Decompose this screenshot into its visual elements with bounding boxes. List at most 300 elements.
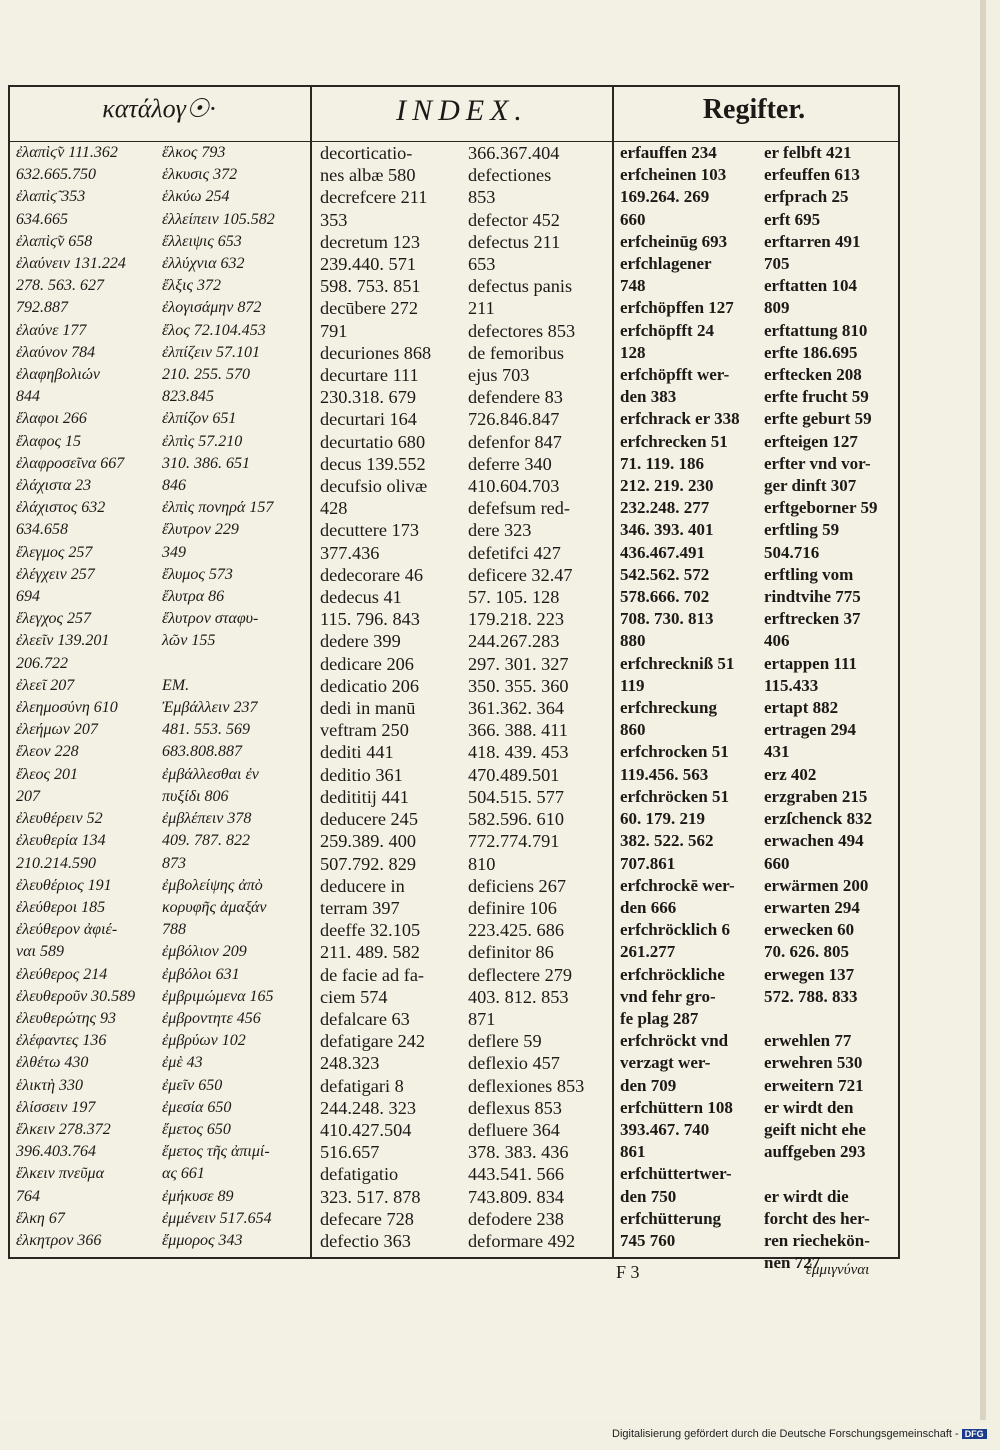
index-entry: erwärmen 200 [764, 875, 869, 895]
index-entry: ἐμβριμώμενα 165 [162, 987, 274, 1005]
column-separator-greek-latin [310, 87, 312, 1257]
index-entry: 406 [764, 631, 790, 651]
index-entry: 410.427.504 [320, 1119, 412, 1140]
index-entry: decretum 123 [320, 231, 421, 252]
index-entry: ἑλκύω 254 [162, 188, 230, 206]
index-entry: ἔμμορος 343 [162, 1231, 243, 1249]
index-entry: dedititij 441 [320, 786, 409, 807]
index-entry: ἐλέφαντες 136 [16, 1032, 107, 1050]
index-entry: 232.248. 277 [620, 498, 710, 518]
index-entry: ἔμετος 650 [162, 1120, 231, 1138]
index-entry: 169.264. 269 [620, 187, 710, 207]
digitization-credit [612, 1428, 987, 1440]
index-entry: defluere 364 [468, 1119, 560, 1140]
index-entry: deflectere 279 [468, 964, 573, 985]
index-entry: ἐμήκυσε 89 [162, 1187, 234, 1205]
index-entry: πυξίδι 806 [162, 787, 229, 805]
index-entry: er wirdt den [764, 1097, 854, 1117]
index-entry: 634.658 [16, 521, 68, 539]
index-entry: decus 139.552 [320, 453, 426, 474]
index-entry: defectores 853 [468, 320, 576, 341]
index-entry: 634.665 [16, 210, 68, 228]
index-entry: 310. 386. 651 [162, 454, 250, 472]
index-entry: 350. 355. 360 [468, 675, 569, 696]
index-entry: ἔλεον 228 [16, 743, 79, 761]
index-entry: ἐλάχιστος 632 [16, 499, 106, 517]
index-entry: 846 [162, 477, 186, 495]
index-entry: ἐλπίζειν 57.101 [162, 343, 261, 361]
index-entry: den 383 [620, 387, 677, 407]
index-entry: ἐλπὶς πονηρά 157 [162, 499, 274, 517]
index-entry: erfchreckniß 51 [620, 653, 735, 673]
index-entry: 578.666. 702 [620, 587, 710, 607]
index-entry: dere 323 [468, 520, 532, 541]
index-entry: ἔμετος τῆς ἀπιμί- [162, 1143, 270, 1161]
index-entry: 660 [620, 209, 646, 229]
index-entry: 323. 517. 878 [320, 1186, 421, 1207]
index-entry: ἕλκειν 278.372 [16, 1120, 111, 1138]
index-entry: 481. 553. 569 [162, 721, 250, 739]
index-entry: defatigatio [320, 1164, 399, 1185]
index-entry: erfchlagener [620, 254, 712, 274]
index-entry: ἐλάχιστα 23 [16, 477, 92, 495]
index-entry: forcht des her- [764, 1208, 870, 1228]
index-entry: den 666 [620, 897, 677, 917]
index-entry: 128 [620, 342, 646, 362]
index-entry: ἔλλειψις 653 [162, 232, 242, 250]
index-entry: vnd fehr gro- [620, 986, 716, 1006]
index-entry: 346. 393. 401 [620, 520, 714, 540]
index-entry: 809 [764, 298, 790, 318]
index-entry: ἐλέγχειν 257 [16, 565, 95, 583]
index-entry: ἕλκη 67 [16, 1209, 65, 1227]
index-entry: 844 [16, 388, 40, 406]
index-entry: 853 [468, 187, 496, 208]
index-entry: 660 [764, 853, 790, 873]
index-entry: 248.323 [320, 1053, 380, 1074]
index-entry: 582.596. 610 [468, 809, 564, 830]
index-entry: ἔλξις 372 [162, 277, 222, 295]
index-entry: ἐμβρύων 102 [162, 1032, 246, 1050]
index-entry: deeffe 32.105 [320, 920, 421, 941]
index-entry: ἕλκειν πνεῦμα [16, 1165, 104, 1183]
index-entry: ἐλεύθερον ἀφιέ- [16, 921, 118, 939]
index-entry: decuriones 868 [320, 342, 432, 363]
index-entry: 366. 388. 411 [468, 720, 568, 741]
index-entry [162, 653, 308, 675]
index-entry: erfte frucht 59 [764, 387, 869, 407]
index-entry: 261.277 [620, 942, 676, 962]
index-entry: fe plag 287 [620, 1008, 699, 1028]
index-entry: decurtare 111 [320, 365, 419, 386]
index-entry: erfchrack er 338 [620, 409, 740, 429]
index-entry: 382. 522. 562 [620, 831, 714, 851]
index-entry: ἐλαπὶϛ̃ 353 [16, 188, 86, 206]
index-entry: erwachen 494 [764, 831, 864, 851]
index-entry: 179.218. 223 [468, 609, 564, 630]
index-entry: 207 [16, 787, 40, 805]
credit-text: Digitalisierung gefördert durch die Deutsche Forschungsgemeinschaft - [612, 1428, 959, 1440]
index-entry: 71. 119. 186 [620, 453, 705, 473]
index-entry: 119 [620, 675, 645, 695]
index-entry: ἔλαφος 15 [16, 432, 81, 450]
index-entry: 880 [620, 631, 646, 651]
index-entry: erfchrockē wer- [620, 875, 735, 895]
index-entry: ἐλαύνειν 131.224 [16, 255, 126, 273]
index-entry: ἐλεεῖν 139.201 [16, 632, 110, 650]
index-entry: erftecken 208 [764, 365, 862, 385]
index-entry: de femoribus [468, 342, 564, 363]
index-entry: erwarten 294 [764, 897, 860, 917]
index-entry: erftatten 104 [764, 276, 857, 296]
index-entry: 705 [764, 254, 790, 274]
index-entry: 361.362. 364 [468, 698, 564, 719]
index-entry: deflexiones 853 [468, 1075, 585, 1096]
index-entry: rindtvihe 775 [764, 587, 861, 607]
index-entry: ἐλπὶς 57.210 [162, 432, 243, 450]
index-entry: 708. 730. 813 [620, 609, 714, 629]
index-entry: dedecus 41 [320, 587, 402, 608]
index-entry [764, 1008, 896, 1030]
index-entry: ertappen 111 [764, 653, 858, 673]
index-entry: 210.214.590 [16, 854, 96, 872]
index-entry: ἑλίσσειν 197 [16, 1098, 96, 1116]
index-entry: deducere in [320, 875, 405, 896]
index-entry: deducere 245 [320, 809, 418, 830]
index-entry: ἐμβολείψης ἀπὸ [162, 876, 263, 894]
index-entry: ertapt 882 [764, 698, 839, 718]
index-entry: ἐμβλέπειν 378 [162, 810, 252, 828]
index-entry: 764 [16, 1187, 40, 1205]
index-entry: 70. 626. 805 [764, 942, 849, 962]
index-entry: 726.846.847 [468, 409, 560, 430]
index-entry: ἔλεγχος 257 [16, 610, 92, 628]
index-entry: erftattung 810 [764, 320, 868, 340]
index-entry: 507.792. 829 [320, 853, 416, 874]
index-entry: ἐμβόλοι 631 [162, 965, 240, 983]
index-entry: 542.562. 572 [620, 564, 710, 584]
index-entry: ἔλυτρα 86 [162, 588, 225, 606]
index-entry: erfchröckt vnd [620, 1031, 729, 1051]
index-entry: de facie ad fa- [320, 964, 425, 985]
index-entry: 694 [16, 588, 40, 606]
index-entry: erfchüttertwer- [620, 1164, 732, 1184]
index-entry: 410.604.703 [468, 476, 560, 497]
index-entry: erfchröckliche [620, 964, 725, 984]
index-entry: λῶν 155 [162, 632, 216, 650]
index-entry: erfeuffen 613 [764, 165, 860, 185]
index-entry: terram 397 [320, 897, 400, 918]
index-entry: erfchröcklich 6 [620, 920, 730, 940]
index-entry: 792.887 [16, 299, 68, 317]
index-entry: 60. 179. 219 [620, 809, 705, 829]
index-entry: defenfor 847 [468, 431, 562, 452]
index-entry: deflexus 853 [468, 1097, 562, 1118]
index-entry: 707.861 [620, 853, 676, 873]
index-entry: definitor 86 [468, 942, 554, 963]
index-entry: ἐλαπὶϛ̃ν 658 [16, 232, 93, 250]
index-entry: ἔλυτρον σταφυ- [162, 610, 259, 628]
index-entry: 206.722 [16, 654, 68, 672]
index-entry: defatigare 242 [320, 1031, 426, 1052]
index-entry: 119.456. 563 [620, 764, 709, 784]
index-entry: deformare 492 [468, 1230, 576, 1251]
index-entry: ἐμβόλιον 209 [162, 943, 247, 961]
index-entry: defodere 238 [468, 1208, 564, 1229]
index-entry: defendere 83 [468, 387, 563, 408]
index-entry: 871 [468, 1008, 496, 1029]
index-entry: dedicatio 206 [320, 675, 419, 696]
index-entry: 377.436 [320, 542, 380, 563]
index-entry: nen 727 [764, 1253, 821, 1273]
index-entry: 772.774.791 [468, 831, 560, 852]
index-entry: erftarren 491 [764, 231, 861, 251]
index-entry: erfcheinūg 693 [620, 231, 728, 251]
index-entry: 598. 753. 851 [320, 276, 421, 297]
index-entry: decuttere 173 [320, 520, 419, 541]
index-entry: ναι 589 [16, 943, 64, 961]
index-entry: ἔλεος 201 [16, 765, 79, 783]
index-entry: 436.467.491 [620, 542, 705, 562]
index-entry: κορυφῆς ἀμαξάν [162, 898, 267, 916]
index-entry: ἐμβάλλεσθαι ἐν [162, 765, 259, 783]
index-entry: 211 [468, 298, 495, 319]
index-entry: defectus 211 [468, 231, 561, 252]
index-entry: defetifci 427 [468, 542, 561, 563]
index-entry: ἕλκος 793 [162, 144, 226, 161]
index-entry: defefsum red- [468, 498, 571, 519]
index-entry: 443.541. 566 [468, 1164, 564, 1185]
index-entry: ἐλευθέρειν 52 [16, 810, 103, 828]
index-entry: 683.808.887 [162, 743, 242, 761]
index-entry: 210. 255. 570 [162, 366, 250, 384]
index-entry: deficere 32.47 [468, 564, 573, 585]
index-entry: erzgraben 215 [764, 786, 868, 806]
index-entry: ἔλυμος 573 [162, 565, 233, 583]
index-entry: ertragen 294 [764, 720, 857, 740]
index-entry: erfte 186.695 [764, 342, 858, 362]
index-entry: ἐλεεῖ 207 [16, 676, 75, 694]
index-entry: dedicare 206 [320, 653, 414, 674]
index-entry: 409. 787. 822 [162, 832, 250, 850]
index-entry: defectiones [468, 165, 552, 186]
index-entry: decūbere 272 [320, 298, 418, 319]
index-entry: erfchrocken 51 [620, 742, 729, 762]
index-entry: ἑλικτὴ 330 [16, 1076, 84, 1094]
index-entry: 297. 301. 327 [468, 653, 569, 674]
index-entry: 278. 563. 627 [16, 277, 104, 295]
index-entry: decrefcere 211 [320, 187, 428, 208]
index-entry: ren riechekön- [764, 1230, 870, 1250]
index-entry: erfchütterung [620, 1208, 722, 1228]
index-entry: erwegen 137 [764, 964, 855, 984]
index-entry: 861 [620, 1142, 646, 1162]
index-entry: 403. 812. 853 [468, 986, 569, 1007]
index-entry: erfchrecken 51 [620, 431, 728, 451]
index-entry: ας 661 [162, 1165, 205, 1183]
index-entry: geift nicht ehe [764, 1119, 866, 1139]
index-entry: Ἐμβάλλειν 237 [162, 699, 258, 717]
index-entry: defatigari 8 [320, 1075, 404, 1096]
index-entry: 748 [620, 276, 646, 296]
index-entry: ἐλεήμων 207 [16, 721, 98, 739]
index-entry: verzagt wer- [620, 1053, 711, 1073]
index-entry: 244.248. 323 [320, 1097, 416, 1118]
index-entry: ejus 703 [468, 365, 530, 386]
index-entry: 810 [468, 853, 496, 874]
index-entry: 418. 439. 453 [468, 742, 569, 763]
index-column-latin-2 [468, 142, 610, 1252]
index-entry: 259.389. 400 [320, 831, 416, 852]
index-entry: 823.845 [162, 388, 214, 406]
index-entry: ἐλπίζον 651 [162, 410, 237, 428]
index-entry: 653 [468, 254, 496, 275]
index-entry: ἐλκητρον 366 [16, 1231, 102, 1249]
index-entry: erzſchenck 832 [764, 809, 873, 829]
index-entry: definire 106 [468, 897, 557, 918]
index-entry: ἐμεσία 650 [162, 1098, 232, 1116]
index-entry: ἔλαφοι 266 [16, 410, 87, 428]
index-entry: dedecorare 46 [320, 564, 424, 585]
index-entry: 239.440. 571 [320, 254, 416, 275]
catchword: ἐμμιγνύναι [806, 1262, 870, 1278]
index-entry: ἔλυτρον 229 [162, 521, 239, 539]
index-entry: erweitern 721 [764, 1075, 864, 1095]
index-entry: dediti 441 [320, 742, 394, 763]
index-entry: ἐλλείπειν 105.582 [162, 210, 275, 228]
index-entry: 572. 788. 833 [764, 986, 858, 1006]
index-entry: ἐλλύχνια 632 [162, 255, 245, 273]
index-entry: 860 [620, 720, 646, 740]
index-entry: veftram 250 [320, 720, 409, 741]
index-column-greek-2 [162, 142, 308, 1252]
index-entry: deflere 59 [468, 1031, 542, 1052]
index-entry: er wirdt die [764, 1186, 849, 1206]
index-entry: erwecken 60 [764, 920, 855, 940]
index-entry: defector 452 [468, 209, 560, 230]
index-entry: erfchreckung [620, 698, 717, 718]
index-entry: 516.657 [320, 1142, 380, 1163]
index-entry: erfprach 25 [764, 187, 849, 207]
index-entry: ἐλαύνον 784 [16, 343, 96, 361]
index-entry: ἐλογισάμην 872 [162, 299, 262, 317]
index-entry: ἔλος 72.104.453 [162, 321, 266, 339]
index-entry: ἐλαφροσεῖνα 667 [16, 454, 125, 472]
index-entry: defalcare 63 [320, 1008, 410, 1029]
index-entry: 393.467. 740 [620, 1119, 710, 1139]
index-entry: deflexio 457 [468, 1053, 560, 1074]
index-column-latin-1 [320, 142, 460, 1252]
index-entry: erftling 59 [764, 520, 840, 540]
index-entry: 470.489.501 [468, 764, 560, 785]
index-entry: ἐμβροντητε 456 [162, 1009, 261, 1027]
index-entry: deficiens 267 [468, 875, 566, 896]
index-entry: dedi in manū [320, 698, 416, 719]
index-entry [764, 1163, 896, 1185]
index-entry: ἐλαύνε 177 [16, 321, 87, 339]
signature-mark: F 3 [616, 1262, 640, 1282]
index-entry: 353 [320, 209, 348, 230]
index-entry: ἐλευθερία 134 [16, 832, 106, 850]
index-entry: ἐλευθέριος 191 [16, 876, 112, 894]
header-latin: INDEX. [396, 94, 528, 127]
index-entry: 788 [162, 921, 186, 939]
index-entry: defectio 363 [320, 1230, 411, 1251]
index-entry: decurtatio 680 [320, 431, 426, 452]
index-entry: 349 [162, 543, 186, 561]
index-entry: erfter vnd vor- [764, 453, 871, 473]
index-entry: 873 [162, 854, 186, 872]
index-entry: 396.403.764 [16, 1143, 96, 1161]
column-separator-latin-german [612, 87, 614, 1257]
index-entry: 378. 383. 436 [468, 1142, 569, 1163]
index-entry: ἔλεγμος 257 [16, 543, 93, 561]
index-entry: 212. 219. 230 [620, 476, 714, 496]
index-entry: erfcheinen 103 [620, 165, 727, 185]
index-entry: erfchöpfft 24 [620, 320, 714, 340]
index-entry: erfauffen 234 [620, 143, 717, 162]
index-entry: ἐλεύθερος 214 [16, 965, 108, 983]
index-entry: 745 760 [620, 1230, 676, 1250]
index-entry: erfteigen 127 [764, 431, 858, 451]
index-entry: 211. 489. 582 [320, 942, 420, 963]
index-entry: ἐλαφηβολιών [16, 366, 101, 384]
index-column-greek-1 [16, 142, 156, 1252]
index-entry: ἐλεύθεροι 185 [16, 898, 106, 916]
index-entry: ἐλθέτω 430 [16, 1054, 89, 1072]
index-entry: 366.367.404 [468, 143, 560, 163]
index-entry: ἐμὲ 43 [162, 1054, 203, 1072]
index-entry: auffgeben 293 [764, 1142, 866, 1162]
header-german: Regifter. [702, 94, 806, 125]
index-entry: erwehren 530 [764, 1053, 863, 1073]
index-entry: erfchröcken 51 [620, 786, 730, 806]
index-entry: erft 695 [764, 209, 821, 229]
dfg-logo: DFG [962, 1429, 987, 1439]
index-entry: 428 [320, 498, 348, 519]
index-entry: deferre 340 [468, 453, 552, 474]
index-entry: erz 402 [764, 764, 817, 784]
index-entry: 115.433 [764, 675, 819, 695]
index-entry: 244.267.283 [468, 631, 560, 652]
index-entry: den 750 [620, 1186, 677, 1206]
index-entry: erftgeborner 59 [764, 498, 878, 518]
index-entry: decurtari 164 [320, 409, 417, 430]
index-entry: 791 [320, 320, 348, 341]
index-entry: defecare 728 [320, 1208, 414, 1229]
index-entry: erftrecken 37 [764, 609, 861, 629]
index-entry: deditio 361 [320, 764, 403, 785]
index-column-german-1 [620, 142, 758, 1252]
index-entry: 57. 105. 128 [468, 587, 560, 608]
index-entry: ἐλεημοσύνη 610 [16, 699, 118, 717]
header-greek: κατάλογ☉· [102, 94, 216, 123]
index-entry: 504.716 [764, 542, 820, 562]
index-entry: ἐμμένειν 517.654 [162, 1209, 272, 1227]
index-entry: ἑλκυσις 372 [162, 166, 238, 184]
index-entry: 230.318. 679 [320, 387, 416, 408]
index-entry: 504.515. 577 [468, 786, 564, 807]
index-entry: ἐλευθερώτης 93 [16, 1009, 117, 1027]
index-entry: ἐλαπὶϛ̃ν 111.362 [16, 144, 118, 161]
index-entry: nes albæ 580 [320, 165, 416, 186]
index-entry: ciem 574 [320, 986, 388, 1007]
index-entry: ger dinft 307 [764, 476, 857, 496]
index-entry: ἐλευθεροῦν 30.589 [16, 987, 136, 1005]
index-entry: erfchüttern 108 [620, 1097, 733, 1117]
index-entry: decorticatio- [320, 143, 413, 163]
index-entry: erwehlen 77 [764, 1031, 852, 1051]
